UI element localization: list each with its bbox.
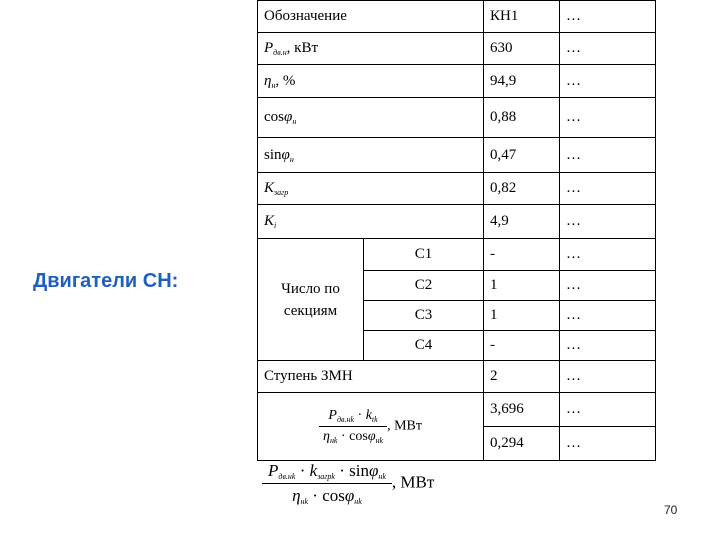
formula-fraction: $\frac{P_{дв.нk} \cdot k_{загрk} \cdot \sin\varphi_{нk}}{\eta_{нk} \cdot \cos\varphi_{нk}}$ bbox=[262, 461, 392, 506]
param-more: … bbox=[560, 205, 656, 239]
section-value: - bbox=[484, 239, 560, 271]
formula-more: … bbox=[560, 393, 656, 427]
step-more: … bbox=[560, 361, 656, 393]
table-row-cos bbox=[258, 98, 656, 138]
section-value: 1 bbox=[484, 271, 560, 301]
param-value: 4,9 bbox=[484, 205, 560, 239]
section-name: С1 bbox=[364, 239, 484, 271]
header-value: КН1 bbox=[484, 1, 560, 33]
section-title: Двигатели СН: bbox=[33, 270, 179, 292]
section-more: … bbox=[560, 239, 656, 271]
table-row-power bbox=[258, 33, 656, 65]
step-value: 2 bbox=[484, 361, 560, 393]
param-more: … bbox=[560, 98, 656, 138]
param-label: cosφ$_н$ bbox=[258, 98, 484, 138]
param-more: … bbox=[560, 173, 656, 205]
table-row-step bbox=[258, 361, 656, 393]
table-header-row bbox=[258, 1, 656, 33]
param-value: 0,88 bbox=[484, 98, 560, 138]
param-more: … bbox=[560, 33, 656, 65]
param-label: $K_{загр}$ bbox=[258, 173, 484, 205]
header-label: Обозначение bbox=[258, 1, 484, 33]
step-label: Ступень ЗМН bbox=[258, 361, 484, 393]
param-value: 94,9 bbox=[484, 65, 560, 98]
param-value: 630 bbox=[484, 33, 560, 65]
param-label: sinφ$_н$ bbox=[258, 138, 484, 173]
formula-value: 0,294 bbox=[484, 427, 560, 461]
param-more: … bbox=[560, 65, 656, 98]
param-more: … bbox=[560, 138, 656, 173]
section-value: - bbox=[484, 331, 560, 361]
param-label: $P_{дв.н}$, кВт bbox=[258, 33, 484, 65]
section-name: С3 bbox=[364, 301, 484, 331]
reactive-power-formula: $\frac{P_{дв.нk} \cdot k_{загрk} \cdot \sin\varphi_{нk}}{\eta_{нk} \cdot \cos\varphi_{нk}}$ , МВт bbox=[262, 461, 434, 506]
param-label: $\eta_н$, % bbox=[258, 65, 484, 98]
formula-fraction: $\frac{P_{дв.нk} \cdot k_{tk}}{\eta_{нk} \cdot \cos\varphi_{нk}}$ bbox=[319, 408, 387, 445]
param-label: $K_i$ bbox=[258, 205, 484, 239]
param-value: 0,47 bbox=[484, 138, 560, 173]
formula-row bbox=[258, 393, 656, 427]
power-formula: $\frac{P_{дв.нk} \cdot k_{tk}}{\eta_{нk} \cdot \cos\varphi_{нk}}$ , МВт bbox=[258, 393, 484, 461]
header-more: … bbox=[560, 1, 656, 33]
param-value: 0,82 bbox=[484, 173, 560, 205]
table-row-efficiency bbox=[258, 65, 656, 98]
section-row bbox=[258, 239, 656, 271]
section-more: … bbox=[560, 271, 656, 301]
table-row-sin bbox=[258, 138, 656, 173]
formula-value: 3,696 bbox=[484, 393, 560, 427]
section-name: С4 bbox=[364, 331, 484, 361]
section-more: … bbox=[560, 301, 656, 331]
page-number: 70 bbox=[664, 503, 678, 517]
section-name: С2 bbox=[364, 271, 484, 301]
formula-more: … bbox=[560, 427, 656, 461]
section-more: … bbox=[560, 331, 656, 361]
table-row-current-ratio bbox=[258, 205, 656, 239]
table-row-load bbox=[258, 173, 656, 205]
section-value: 1 bbox=[484, 301, 560, 331]
motor-spec-table bbox=[257, 0, 656, 461]
sections-label: Число по секциям bbox=[258, 239, 364, 361]
